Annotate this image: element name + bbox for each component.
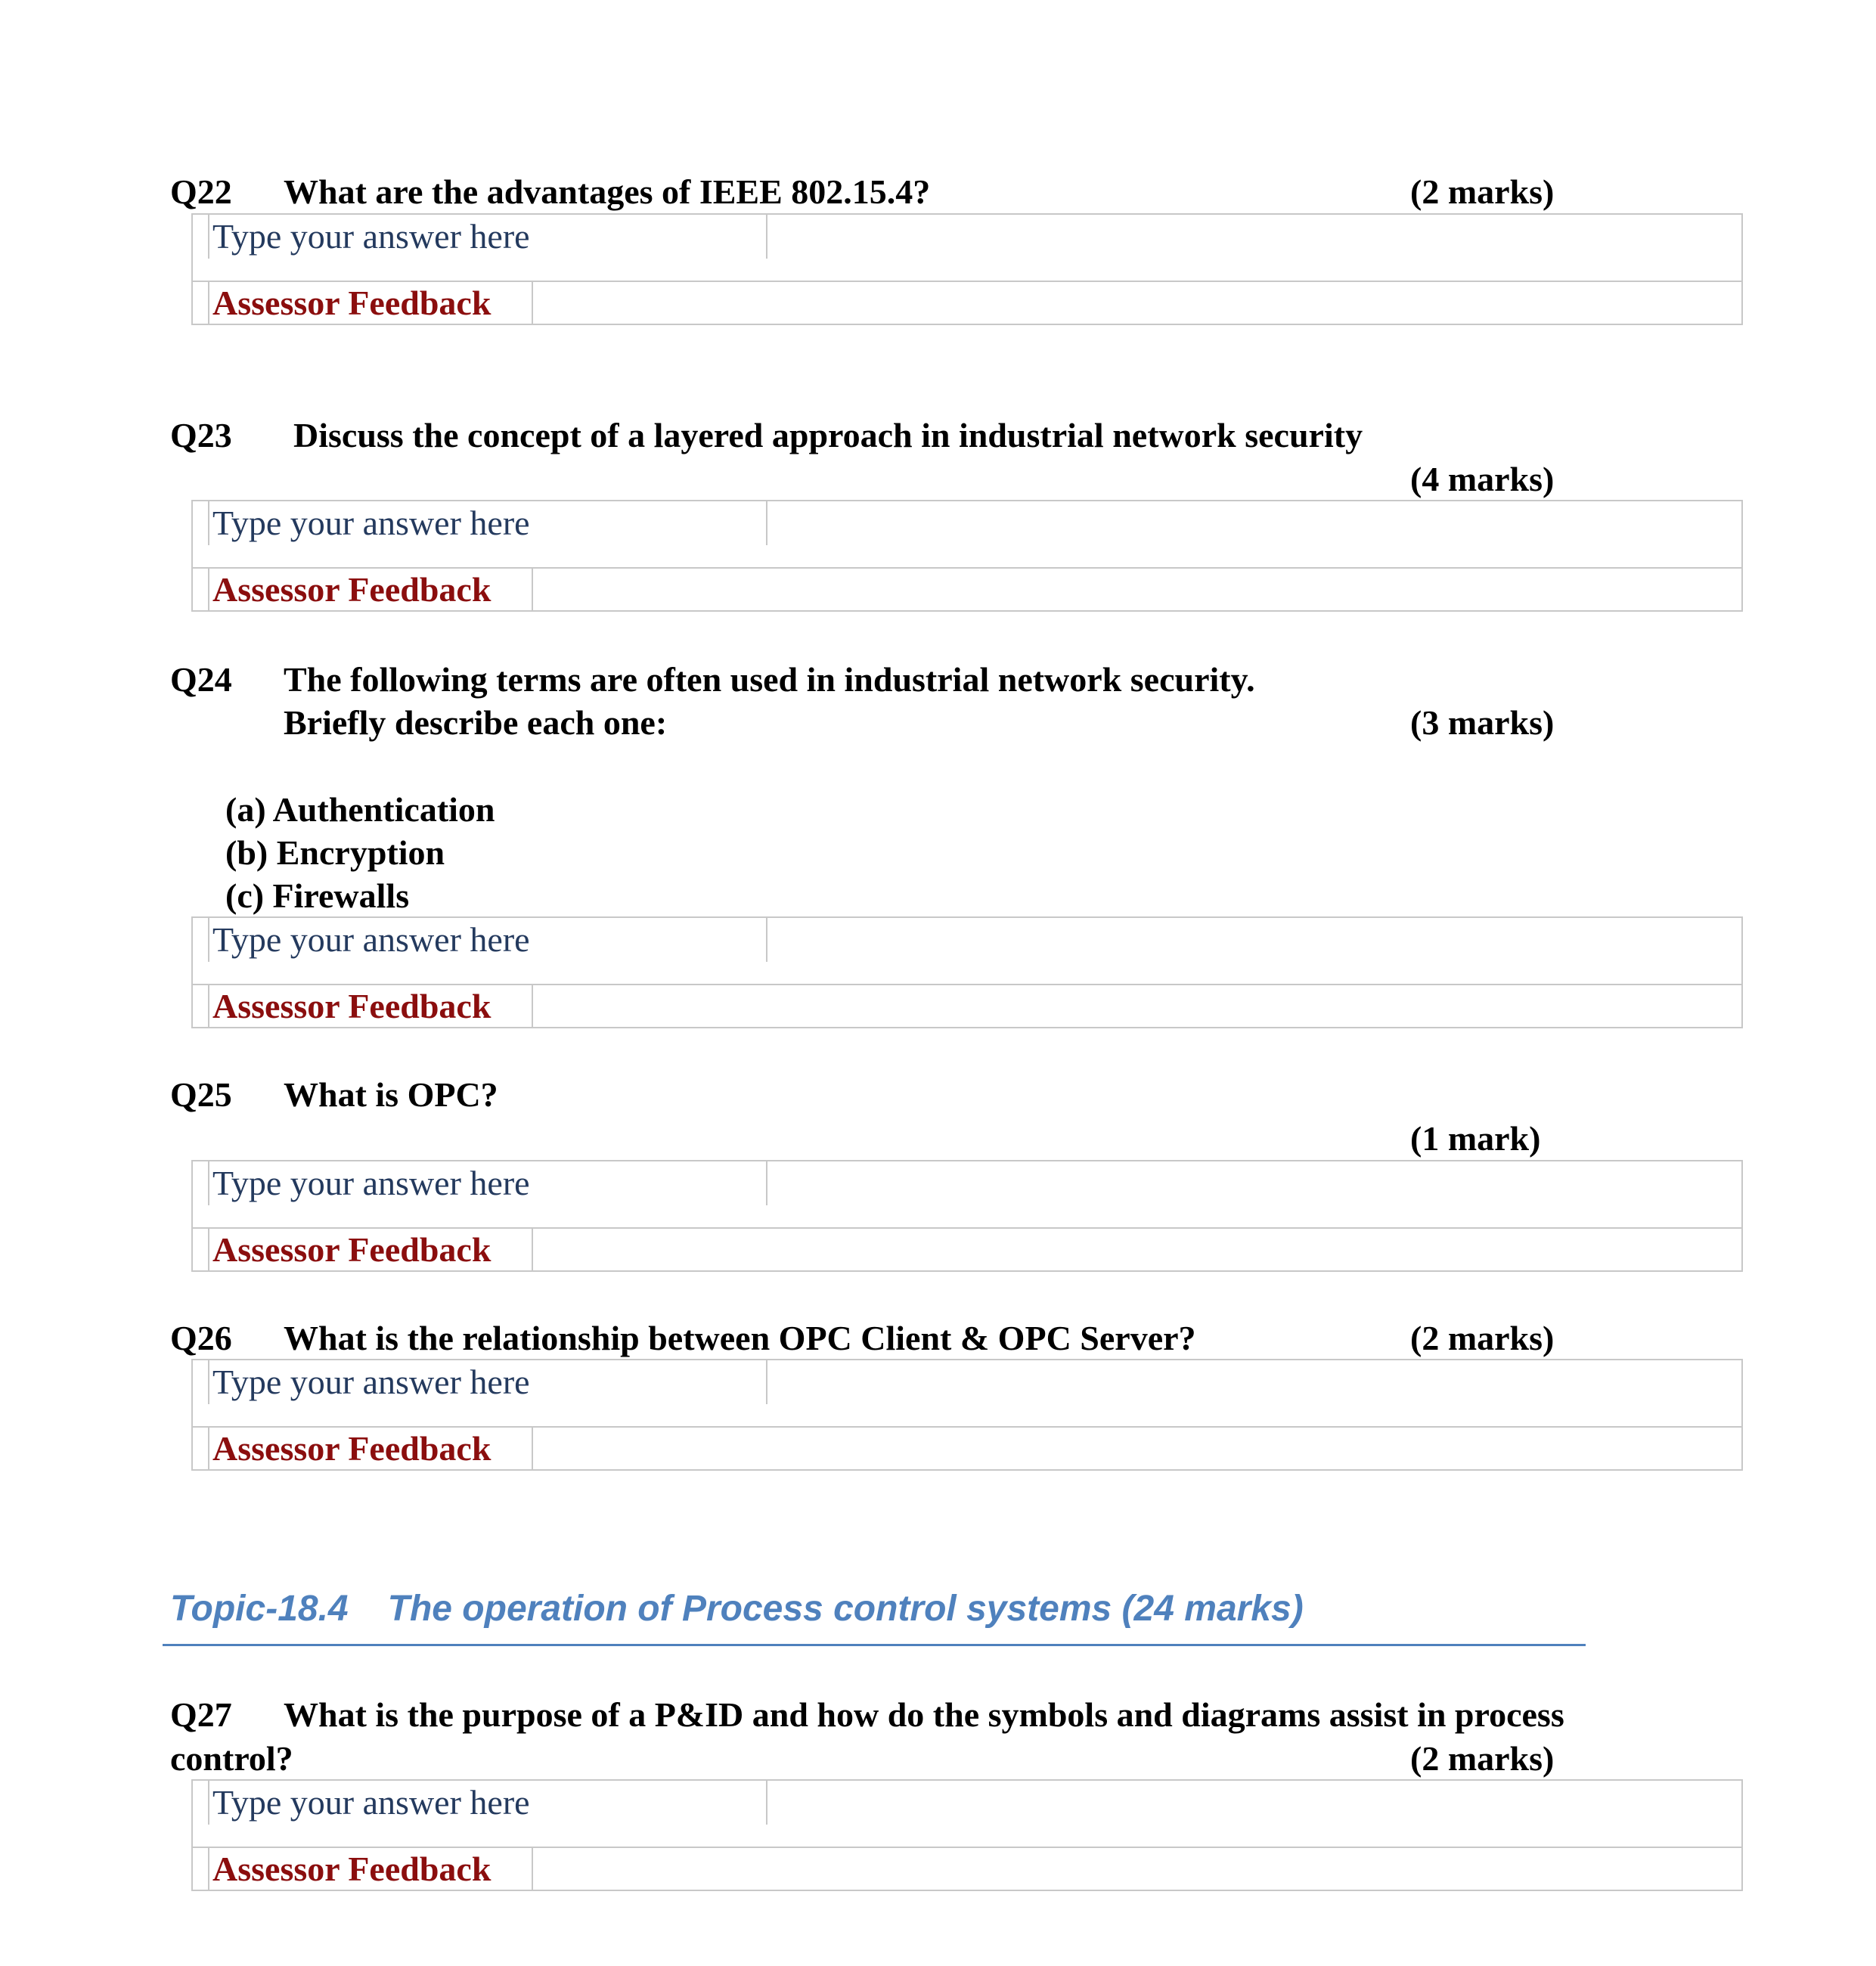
answer-box [191, 213, 1743, 325]
question-text-line2: control? [170, 1739, 293, 1778]
question-text: What is the relationship between OPC Client & OPC Server? [284, 1319, 1196, 1357]
assessor-feedback-label: Assessor Feedback [208, 985, 533, 1027]
question-number: Q24 [170, 660, 232, 699]
answer-box [191, 1779, 1743, 1891]
question-text: What is OPC? [284, 1075, 498, 1114]
assessor-feedback-label: Assessor Feedback [208, 569, 533, 610]
question-number: Q23 [170, 416, 232, 454]
question-number: Q25 [170, 1075, 232, 1114]
question-number: Q22 [170, 172, 232, 211]
question-text-line1: What is the purpose of a P&ID and how do the symbols and diagrams assist in process [284, 1695, 1564, 1734]
answer-field[interactable]: Type your answer here [208, 215, 767, 259]
answer-field[interactable]: Type your answer here [208, 1781, 767, 1825]
topic-underline [163, 1644, 1586, 1646]
question-text: Discuss the concept of a layered approach in industrial network security [293, 416, 1363, 454]
question-marks: (2 marks) [1410, 1319, 1555, 1357]
sub-item-authentication: (a) Authentication [225, 790, 495, 829]
question-marks: (4 marks) [1410, 460, 1555, 498]
assessor-feedback-label: Assessor Feedback [208, 1848, 533, 1890]
question-number: Q27 [170, 1695, 232, 1734]
topic-heading [170, 1586, 1304, 1632]
answer-box [191, 500, 1743, 612]
sub-item-encryption: (b) Encryption [225, 833, 445, 872]
assessor-feedback-label: Assessor Feedback [208, 1428, 533, 1469]
question-text-line2: Briefly describe each one: [284, 703, 668, 742]
topic-title: The operation of Process control systems (24 marks) [387, 1589, 1304, 1629]
question-text: What are the advantages of IEEE 802.15.4? [284, 172, 931, 211]
answer-field[interactable]: Type your answer here [208, 1161, 767, 1205]
assessor-feedback-label: Assessor Feedback [208, 1229, 533, 1270]
topic-code: Topic-18.4 [170, 1589, 349, 1629]
question-marks: (2 marks) [1410, 1739, 1555, 1778]
sub-item-firewalls: (c) Firewalls [225, 876, 410, 915]
question-marks: (2 marks) [1410, 172, 1555, 211]
question-marks: (3 marks) [1410, 703, 1555, 742]
answer-field[interactable]: Type your answer here [208, 918, 767, 962]
answer-field[interactable]: Type your answer here [208, 501, 767, 545]
question-number: Q26 [170, 1319, 232, 1357]
question-text-line1: The following terms are often used in industrial network security. [284, 660, 1255, 699]
answer-box [191, 1160, 1743, 1272]
answer-field[interactable]: Type your answer here [208, 1360, 767, 1404]
question-marks: (1 mark) [1410, 1119, 1541, 1158]
assessor-feedback-label: Assessor Feedback [208, 282, 533, 324]
answer-box [191, 1359, 1743, 1471]
answer-box [191, 916, 1743, 1028]
